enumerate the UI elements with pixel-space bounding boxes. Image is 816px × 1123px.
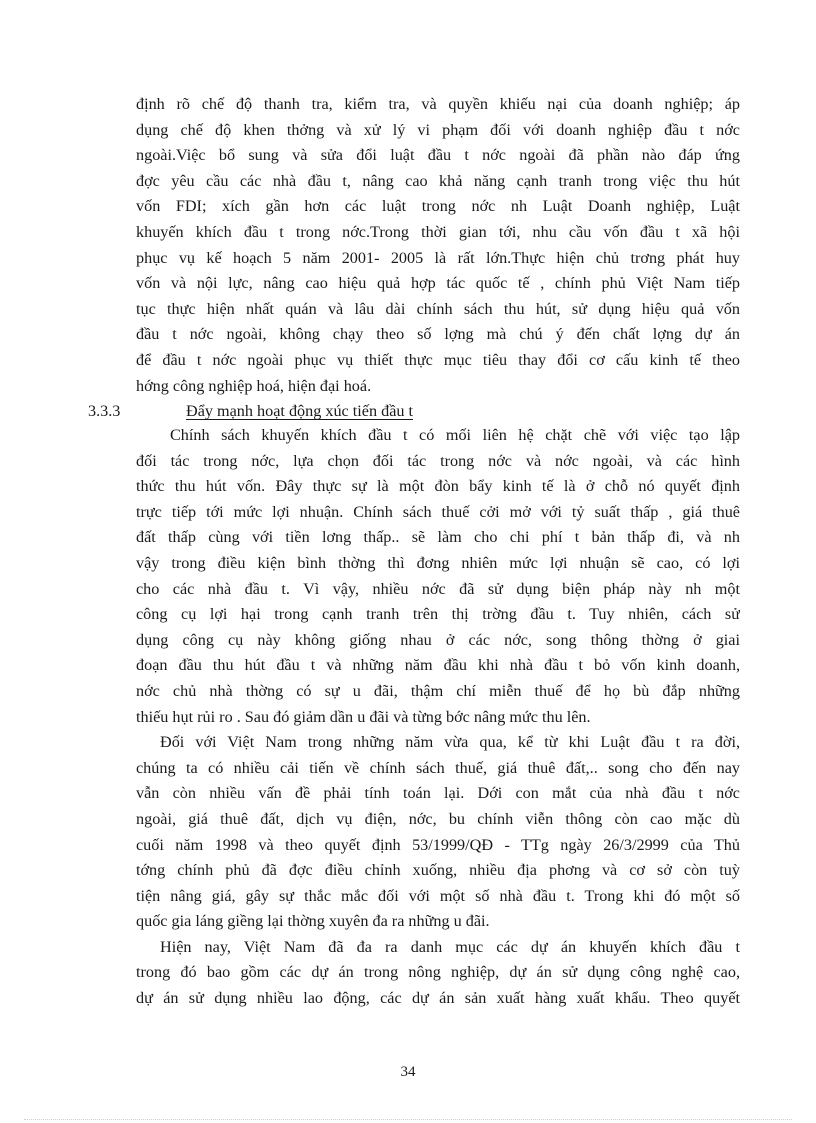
text-line: Chính sách khuyến khích đầu t có mối liên hệ chặt chẽ với việc tạo lập	[170, 426, 740, 444]
text-line: trực tiếp tới mức lợi nhuận. Chính sách thuế cởi mở với tỷ suất thấp , giá thuê	[136, 502, 740, 521]
text-line: dự án sử dụng nhiều lao động, các dự án sản xuất hàng xuất khẩu. Theo quyết	[136, 989, 740, 1008]
text-line: đoạn đầu thu hút đầu t và những năm đầu khi nhà đầu t bỏ vốn kinh doanh,	[136, 656, 740, 675]
text-line: tớng chính phủ đã đợc điều chỉnh xuống, nhiều địa phơng và cơ sở còn tuỳ	[136, 861, 740, 880]
page-number: 34	[400, 1064, 416, 1080]
text-line: đợc yêu cầu các nhà đầu t, nâng cao khả năng cạnh tranh trong việc thu hút	[136, 171, 740, 190]
text-line: để đầu t nớc ngoài phục vụ thiết thực mục tiêu thay đổi cơ cấu kinh tế theo	[136, 350, 740, 369]
text-line: cho các nhà đầu t. Vì vậy, nhiều nớc đã sử dụng biện pháp này nh một	[136, 579, 740, 598]
text-line: cuối năm 1998 và theo quyết định 53/1999/QĐ - TTg ngày 26/3/2999 của Thủ	[136, 835, 740, 854]
text-line: dụng chế độ khen thởng và xử lý vi phạm đối với doanh nghiệp đầu t nớc	[136, 120, 740, 139]
text-line: thiếu hụt rủi ro . Sau đó giảm dần u đãi và từng bớc nâng mức thu lên.	[136, 707, 591, 726]
text-line: Hiện nay, Việt Nam đã đa ra danh mục các dự án khuyến khích đầu t	[160, 937, 740, 956]
text-line: đất thấp cùng với tiền lơng thấp.. sẽ làm cho chi phí t bản thấp đi, và nh	[136, 528, 740, 547]
body-text	[136, 423, 740, 1012]
text-line: Đối với Việt Nam trong những năm vừa qua, kể từ khi Luật đầu t ra đời,	[160, 733, 740, 752]
footer-divider	[24, 1119, 792, 1120]
text-line: vẫn còn nhiều vấn đề phải tính toán lại. Dới con mắt của nhà đầu t nớc	[136, 784, 740, 803]
text-line: dụng công cụ này không giống nhau ở các nớc, song thông thờng ở giai	[136, 630, 740, 649]
text-line: công cụ lợi hại trong cạnh tranh trên thị trờng đầu t. Tuy nhiên, cách sử	[136, 605, 740, 624]
text-line: tiện nâng giá, gây sự thắc mắc đối với một số nhà đầu t. Trong khi đó một số	[136, 886, 740, 905]
text-line: vậy trong điều kiện bình thờng thì đơng nhiên mức lợi nhuận sẽ cao, có lợi	[136, 553, 740, 572]
section-number: 3.3.3	[88, 402, 121, 420]
text-line: ngoài.Việc bổ sung và sửa đổi luật đầu t nớc ngoài đã phần nào đáp ứng	[136, 146, 740, 165]
text-line: trong đó bao gồm các dự án trong nông nghiệp, dự án sử dụng công nghệ cao,	[136, 963, 740, 982]
text-line: hớng công nghiệp hoá, hiện đại hoá.	[136, 376, 372, 395]
text-line: phục vụ kế hoạch 5 năm 2001- 2005 là rất lớn.Thực hiện chủ trơng phát huy	[136, 248, 740, 267]
text-line: đầu t nớc ngoài, không chạy theo số lợng mà chú ý đến chất lợng dự án	[136, 325, 740, 344]
text-line: khuyến khích đầu t trong nớc.Trong thời gian tới, nhu cầu vốn đầu t xã hội	[136, 222, 740, 241]
text-line: vốn và nội lực, nâng cao hiệu quả hợp tác quốc tế , chính phủ Việt Nam tiếp	[136, 274, 740, 293]
text-line: thức thu hút vốn. Đây thực sự là một đòn bẩy kinh tế là ở chỗ nó quyết định	[136, 477, 740, 496]
text-line: nớc chủ nhà thờng có sự u đãi, thậm chí miễn thuế để họ bù đắp những	[136, 681, 740, 700]
text-line: chúng ta có nhiều cải tiến về chính sách thuế, giá thuê đất,.. song cho đến nay	[136, 758, 740, 777]
text-line: tục thực hiện nhất quán và lâu dài chính sách thu hút, sử dụng hiệu quả vốn	[136, 299, 740, 318]
text-line: ngoài, giá thuê đất, dịch vụ điện, nớc, bu chính viễn thông còn cao mặc dù	[136, 809, 740, 828]
text-line: vốn FDI; xích gần hơn các luật trong nớc nh Luật Doanh nghiệp, Luật	[136, 197, 740, 216]
section-heading	[88, 399, 588, 425]
text-line: quốc gia láng giềng lại thờng xuyên đa ra những u đãi.	[136, 912, 490, 931]
text-line: định rõ chế độ thanh tra, kiểm tra, và quyền khiếu nại của doanh nghiệp; áp	[136, 95, 740, 113]
text-line: đối tác trong nớc, lựa chọn đối tác trong nớc và nớc ngoài, và các hình	[136, 451, 740, 470]
paragraph-top	[136, 92, 740, 399]
section-title: Đẩy mạnh hoạt động xúc tiến đầu t	[186, 402, 414, 420]
